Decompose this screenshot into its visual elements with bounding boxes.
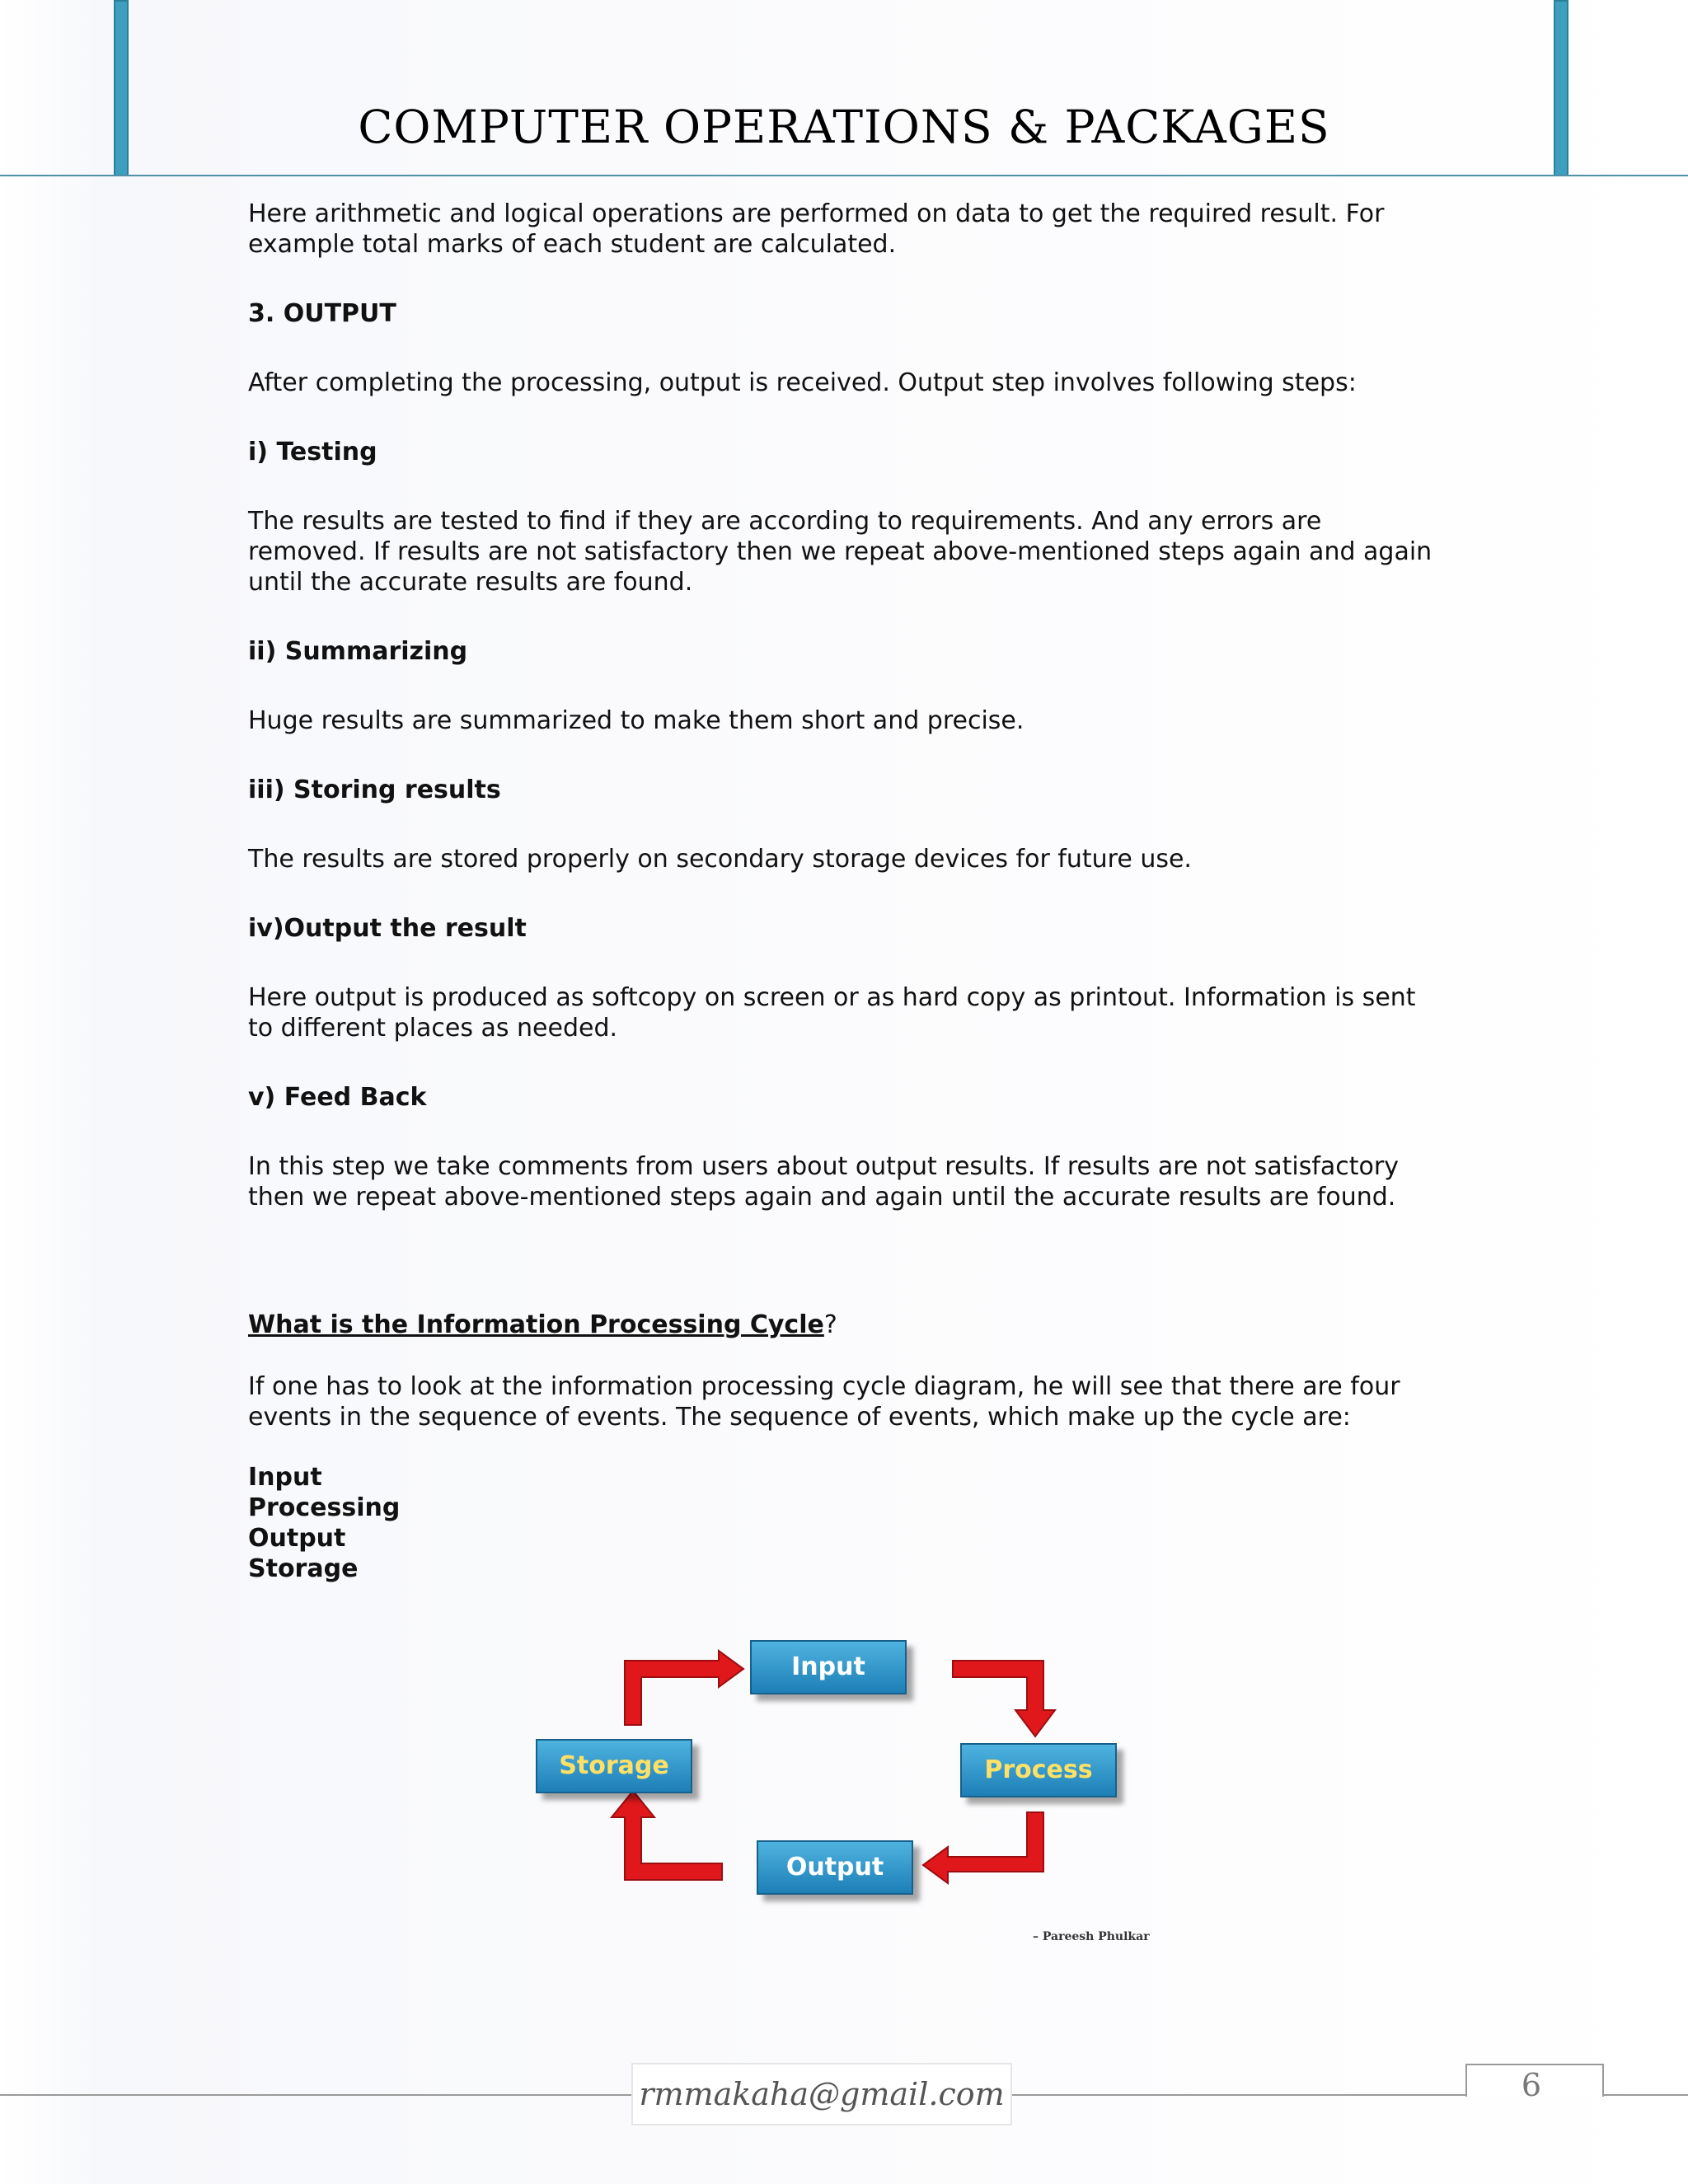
cycle-list-item: Processing — [248, 1493, 401, 1522]
page-number: 6 — [1521, 2067, 1542, 2103]
paragraph-storing: The results are stored properly on secondary storage devices for future use. — [248, 845, 1192, 874]
arrow-process-to-output — [923, 1812, 1043, 1883]
cycle-list-item: Input — [248, 1463, 322, 1492]
paragraph-testing: The results are tested to find if they are according to requirements. And any errors are removed. If results are not satisfactory then we repeat above-mentioned steps again and again until the accurate results are found. — [248, 507, 1432, 597]
cycle-list-item: Storage — [248, 1554, 359, 1583]
header-rule — [0, 175, 1688, 176]
diagram-credit: – Pareesh Phulkar — [1033, 1930, 1150, 1943]
heading-testing: i) Testing — [248, 438, 377, 466]
heading-output-result: iv)Output the result — [248, 914, 527, 943]
heading-output: 3. OUTPUT — [248, 299, 396, 328]
diagram-box-output: Output — [757, 1840, 913, 1895]
paragraph-feedback: In this step we take comments from users about output results. If results are not satisfactory then we repeat above-mentioned steps again and again until the accurate results are found. — [248, 1152, 1399, 1212]
paragraph-processing: Here arithmetic and logical operations are performed on data to get the required result. For example total marks of each student are calculated. — [248, 199, 1385, 259]
arrow-input-to-process — [953, 1661, 1055, 1736]
cycle-list-item: Output — [248, 1524, 346, 1553]
heading-cycle — [248, 1310, 1443, 1340]
diagram-box-storage: Storage — [536, 1739, 692, 1793]
heading-feedback: v) Feed Back — [248, 1083, 427, 1112]
footer-email: rmmakaha@gmail.com — [631, 2063, 1012, 2125]
paragraph-output-result: Here output is produced as softcopy on screen or as hard copy as printout. Information is sent to different places as needed. — [248, 983, 1416, 1043]
heading-summarizing: ii) Summarizing — [248, 637, 468, 666]
page-header-title: COMPUTER OPERATIONS & PACKAGES — [358, 101, 1330, 153]
diagram-box-process: Process — [960, 1743, 1117, 1797]
cycle-list — [248, 1462, 1443, 1584]
diagram-box-input: Input — [750, 1640, 907, 1694]
arrow-storage-to-input — [625, 1651, 743, 1725]
heading-cycle-mark: ? — [823, 1310, 837, 1339]
paragraph-output: After completing the processing, output is received. Output step involves following steps: — [248, 368, 1357, 397]
paragraph-cycle: If one has to look at the information processing cycle diagram, he will see that there are four events in the sequence of events. The sequence of events, which make up the cycle are: — [248, 1372, 1400, 1432]
arrow-output-to-storage — [612, 1791, 722, 1880]
heading-storing: iii) Storing results — [248, 776, 501, 804]
heading-cycle-text: What is the Information Processing Cycle — [248, 1310, 824, 1339]
paragraph-summarizing: Huge results are summarized to make them short and precise. — [248, 706, 1025, 735]
body-text — [248, 199, 1443, 260]
